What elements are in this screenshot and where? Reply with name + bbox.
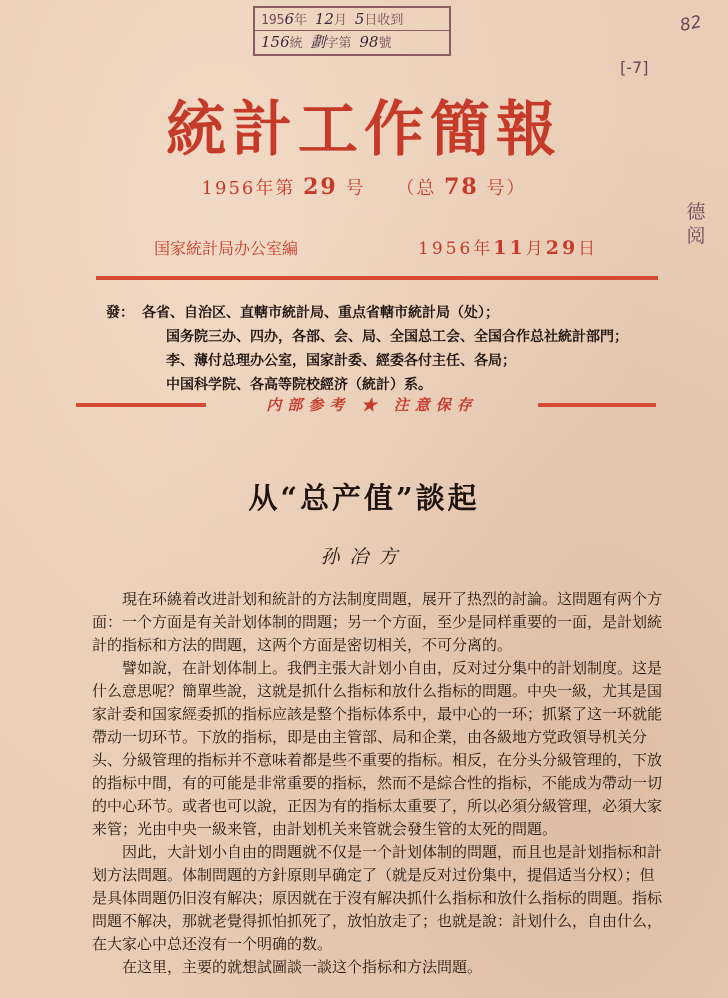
masthead-title: 統計工作簡報 [166, 95, 562, 165]
article-line: 帶动一切环节。下放的指标，即是由主管部、局和企業，由各級地方党政領导机关分 [92, 728, 648, 746]
distribution-text: 各省、自治区、直轄市統計局、重点省轄市統計局（处）； [142, 305, 499, 321]
issue-unit: 号 [345, 178, 366, 199]
issue-total-number: 78 [444, 174, 479, 200]
header-divider [96, 276, 658, 280]
article-title: 从“总产值”談起 [248, 481, 480, 515]
stamp-month-unit: 月 [333, 13, 347, 28]
article-line: 的中心环节。或者也可以說，正因为有的指标太重要了，所以必須分級管理，必須大家 [92, 797, 663, 815]
stamp-number-row [255, 31, 449, 53]
editor-line: 国家統計局办公室編 [154, 239, 299, 258]
stamp-serial-label: 字第 [325, 36, 352, 51]
article-line: 因此，大計划小自由的問題就不仅是一个計划体制的問題，而且也是計划指标和計 [122, 843, 663, 861]
article-line: 面：一个方面是有关計划体制的問題；另一个方面，至少是同样重要的一面，是計划統 [92, 613, 663, 631]
issue-total-open: （总 [396, 178, 437, 199]
margin-note-side: 德 阅 [686, 201, 706, 247]
distribution-line: 中国科学院、各高等院校經济（統計）系。 [166, 377, 432, 393]
stamp-year-prefix: 195 [261, 13, 285, 28]
distribution-list [96, 301, 656, 397]
banner-text: 内部参考 ★ 注意保存 [266, 396, 478, 414]
stamp-year-unit: 年 [294, 13, 308, 28]
date-month: 11 [493, 237, 526, 259]
article-line: 划方法問題。体制問題的方針原則早确定了（就是反对过份集中，提倡适当分权）；但 [92, 866, 655, 884]
date-day: 29 [545, 237, 579, 259]
article-line: 家計委和国家經委抓的指标应該是整个指标体系中，最中心的一环；抓紧了这一环就能 [92, 705, 663, 723]
distribution-label: 發： [106, 305, 134, 321]
article-line: 头、分級管理的指标并不意味着都是些不重要的指标。相反，在分头分級管理的，下放 [92, 751, 663, 769]
distribution-line: 李、薄付总理办公室，国家計委、經委各付主任、各局； [166, 353, 516, 369]
article-line: 是具体問題仍旧沒有解决；原因就在于沒有解决抓什么指标和放什么指标的問題。指标 [92, 889, 663, 907]
stamp-received-label: 日收到 [364, 13, 404, 28]
stamp-month-hand: 12 [314, 10, 334, 28]
article-line: 譬如說，在計划体制上。我們主張大計划小自由，反对过分集中的計划制度。这是 [122, 659, 663, 677]
article-author: 孙冶方 [320, 546, 408, 568]
date-year: 1956年 [418, 239, 494, 259]
article-line: 計的指标和方法的問題，这两个方面是密切相关，不可分离的。 [92, 636, 513, 654]
article-line: 在这里，主要的就想試圖談一談这个指标和方法問題。 [122, 958, 483, 976]
article-line: 什么意思呢？簡單些說，这就是抓什么指标和放什么指标的問題。中央一級，尤其是国 [92, 682, 663, 700]
stamp-number-unit: 號 [378, 36, 392, 51]
publication-date [418, 234, 598, 259]
issue-number: 29 [303, 174, 338, 200]
internal-reference-banner [76, 393, 656, 417]
issue-line [0, 174, 728, 200]
banner-rule-right [538, 403, 656, 407]
stamp-date-row [255, 8, 449, 31]
article-body [92, 588, 677, 979]
issue-total-close: 号） [486, 178, 527, 199]
article-line: 問題不解决，那就老覺得抓怕抓死了，放怕放走了；也就是說：計划什么，自由什么， [92, 912, 663, 930]
stamp-code-hand: 156 [261, 33, 290, 51]
stamp-year-hand: 6 [284, 10, 295, 28]
date-day-unit: 日 [578, 239, 599, 259]
stamp-day-hand: 5 [354, 10, 365, 28]
date-month-unit: 月 [525, 239, 546, 259]
margin-note-bracket: [-7] [620, 58, 649, 77]
distribution-line: 国务院三办、四办，各部、会、局、全国总工会、全国合作总社統計部門； [166, 329, 628, 345]
distribution-line [96, 301, 656, 325]
issue-year: 1956年第 [201, 178, 296, 199]
article-line: 的指标中間，有的可能是非常重要的指标，然而不是綜合性的指标，不能成为帶动一切 [92, 774, 663, 792]
article-line: 現在环繞着改进計划和統計的方法制度問題，展开了热烈的討論。这問題有两个方 [122, 590, 663, 608]
margin-note-number: 82 [678, 11, 704, 37]
article-line: 在大家心中总还沒有一个明确的数。 [92, 935, 333, 953]
stamp-code-label: 統 [289, 36, 303, 51]
banner-rule-left [76, 403, 206, 407]
stamp-serial-hand: 98 [359, 33, 379, 51]
stamp-class-hand: 劃 [310, 33, 326, 51]
received-stamp [253, 6, 451, 56]
article-line: 来管；光由中央一級来管，由計划机关来管就会發生管的太死的問題。 [92, 820, 558, 838]
